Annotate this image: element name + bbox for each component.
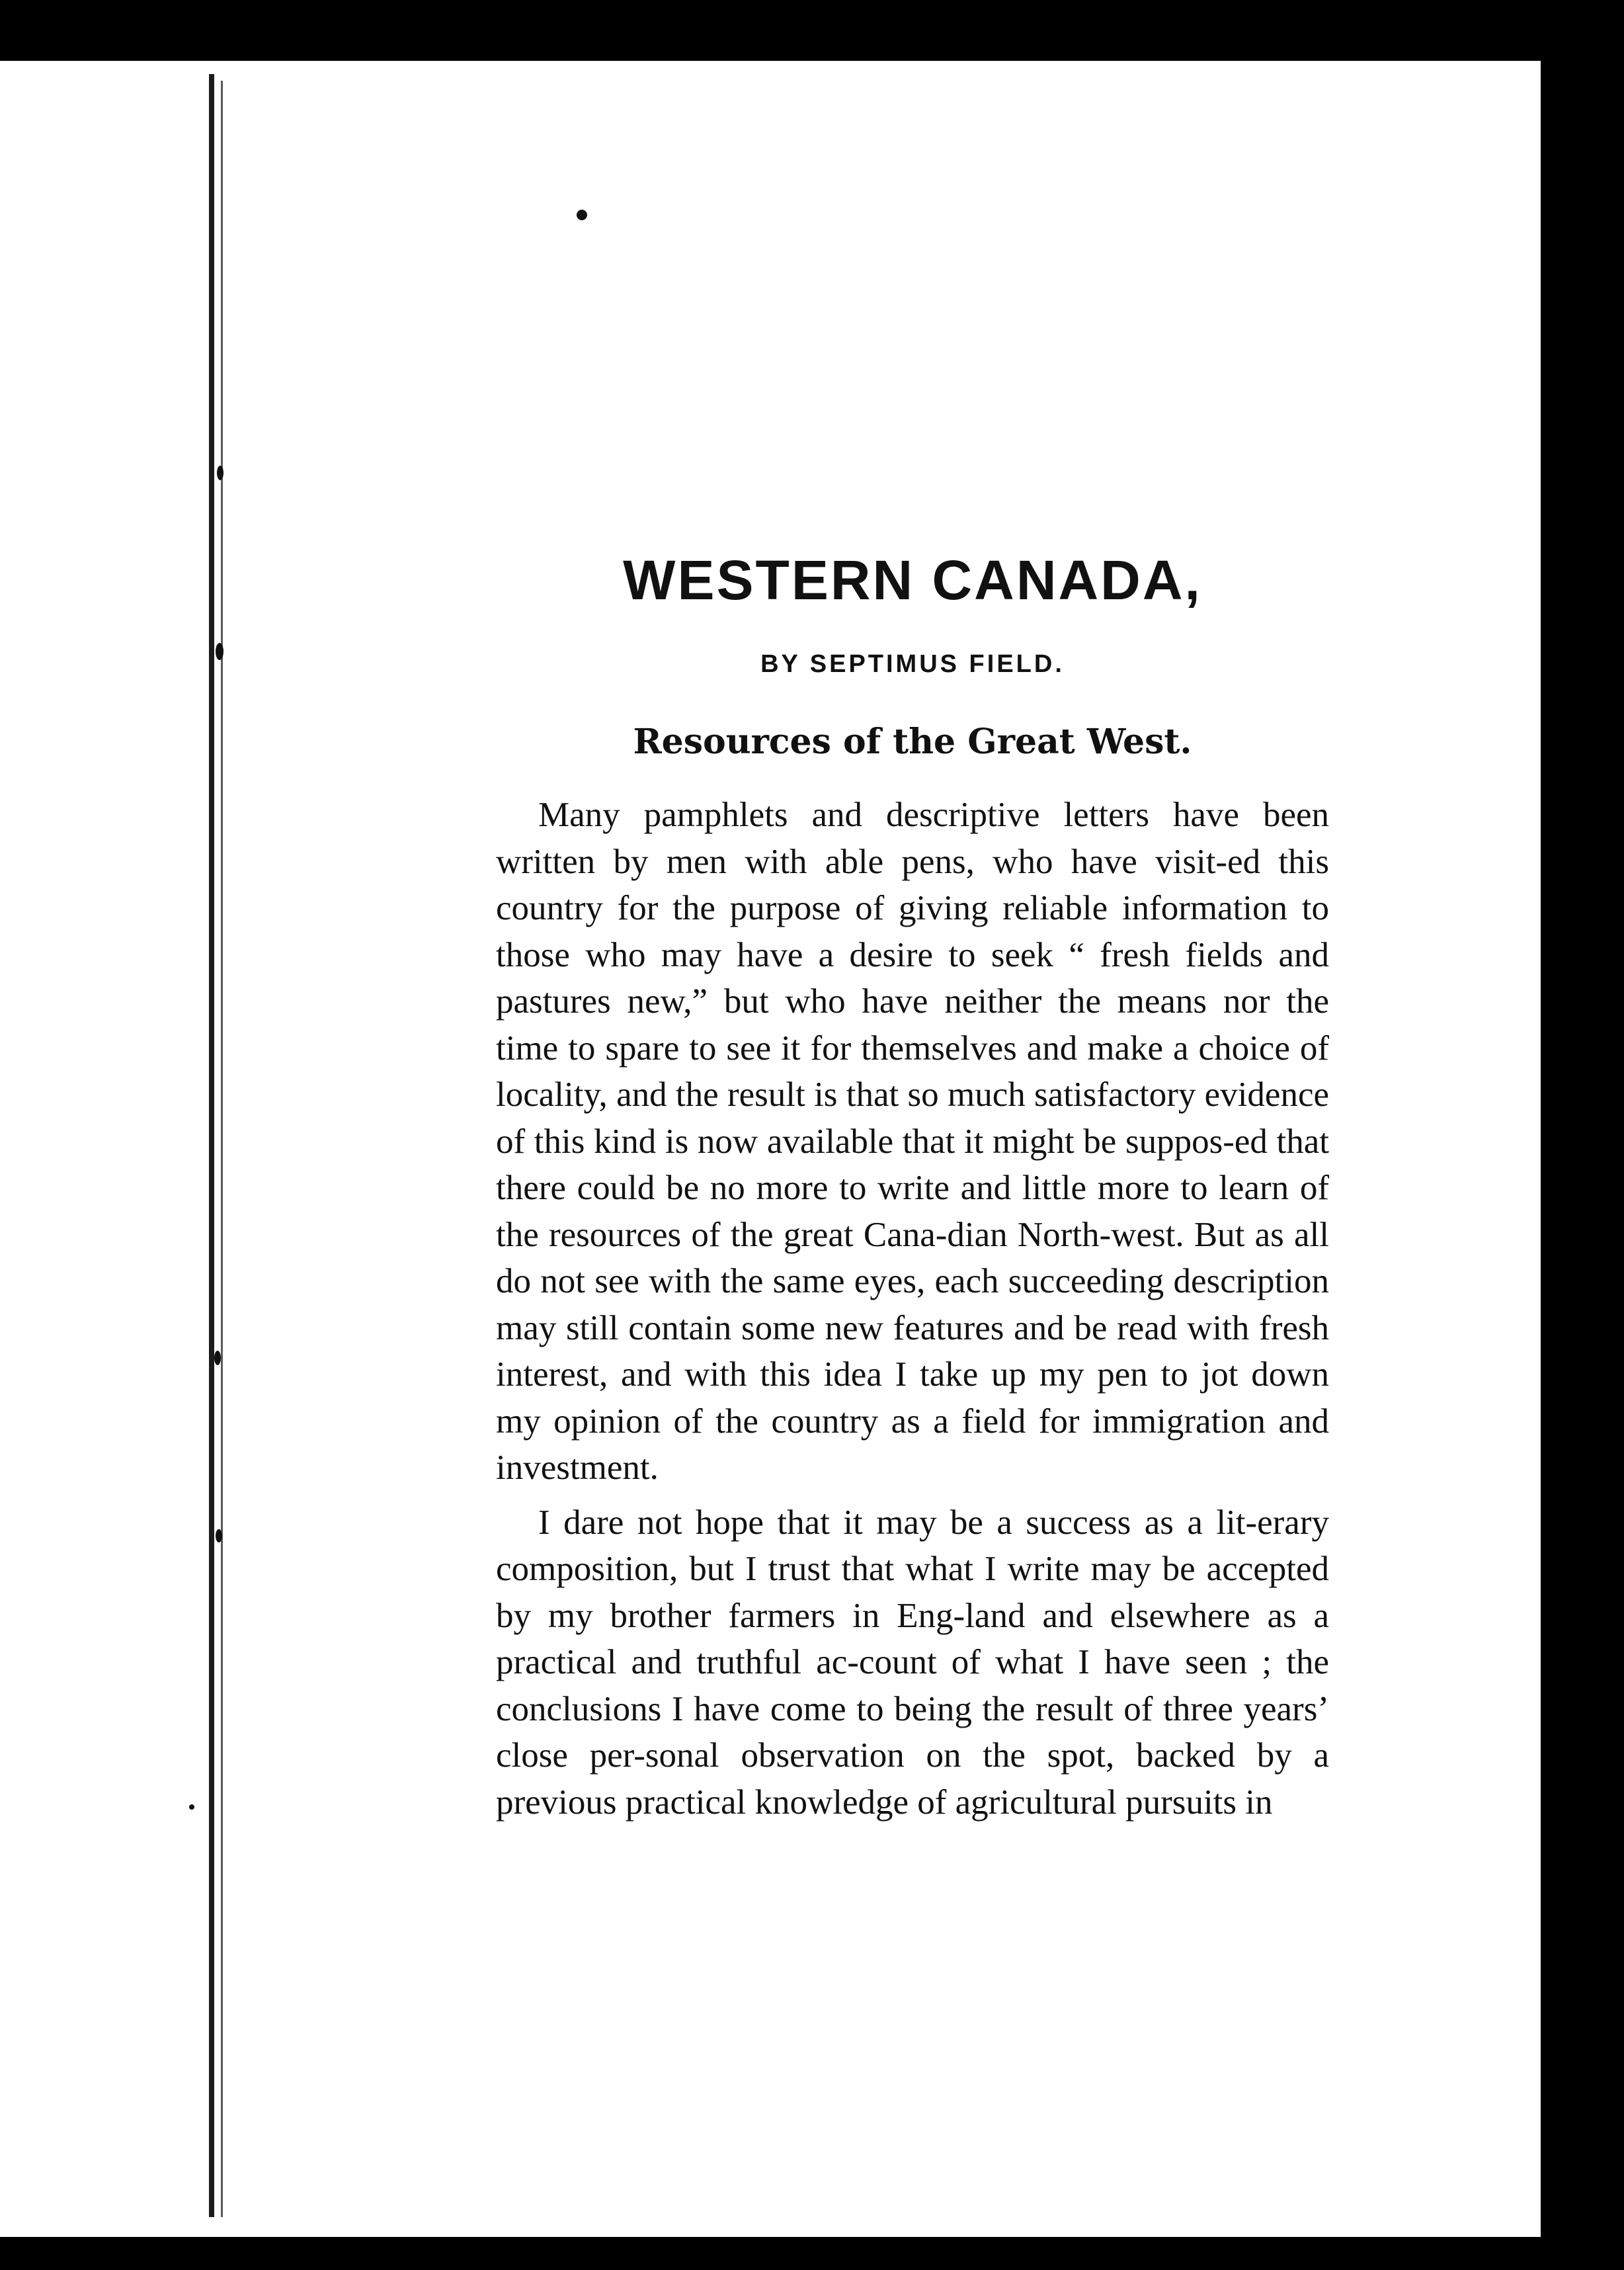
body-text <box>496 792 1329 1826</box>
section-heading: Resources of the Great West. <box>633 722 1192 762</box>
scan-speck <box>577 210 587 220</box>
page-fold-line <box>209 74 214 2217</box>
paragraph: I dare not hope that it may be a success as a lit-erary composition, but I trust that what I write may be accepted by my brother farmers in Eng-land and elsewhere as a practical and truthful ac-count of what I have seen ; the conclusions I have come to being the result of three years’ close per-sonal observation on the spot, backed by a previous practical knowledge of agricultural pursuits in <box>496 1503 1329 1822</box>
paper-sheet <box>0 61 1549 2237</box>
scan-speck <box>216 643 223 660</box>
document-title: WESTERN CANADA, <box>623 549 1202 611</box>
scan-speck <box>189 1804 194 1810</box>
scan-speck <box>214 1351 221 1365</box>
scan-border <box>1541 0 1624 2270</box>
page-content <box>496 547 1329 1833</box>
author-byline: BY SEPTIMUS FIELD. <box>760 650 1065 678</box>
paragraph: Many pamphlets and descriptive letters have been written by men with able pens, who have visit-ed this country for the purpose of giving reliable information to those who may have a desire to seek “ fresh fields and pastures new,” but who have neither the means nor the time to spare to see it for themselves and make a choice of locality, and the result is that so much satisfactory evidence of this kind is now available that it might be suppos-ed that there could be no more to write and little more to learn of the resources of the great Cana-dian North-west. But as all do not see with the same eyes, each succeeding description may still contain some new features and be read with fresh interest, and with this idea I take up my pen to jot down my opinion of the country as a field for immigration and investment. <box>496 796 1329 1487</box>
scan-speck <box>217 466 223 480</box>
page-fold-shadow <box>221 81 223 2217</box>
scan-speck <box>216 1529 222 1542</box>
